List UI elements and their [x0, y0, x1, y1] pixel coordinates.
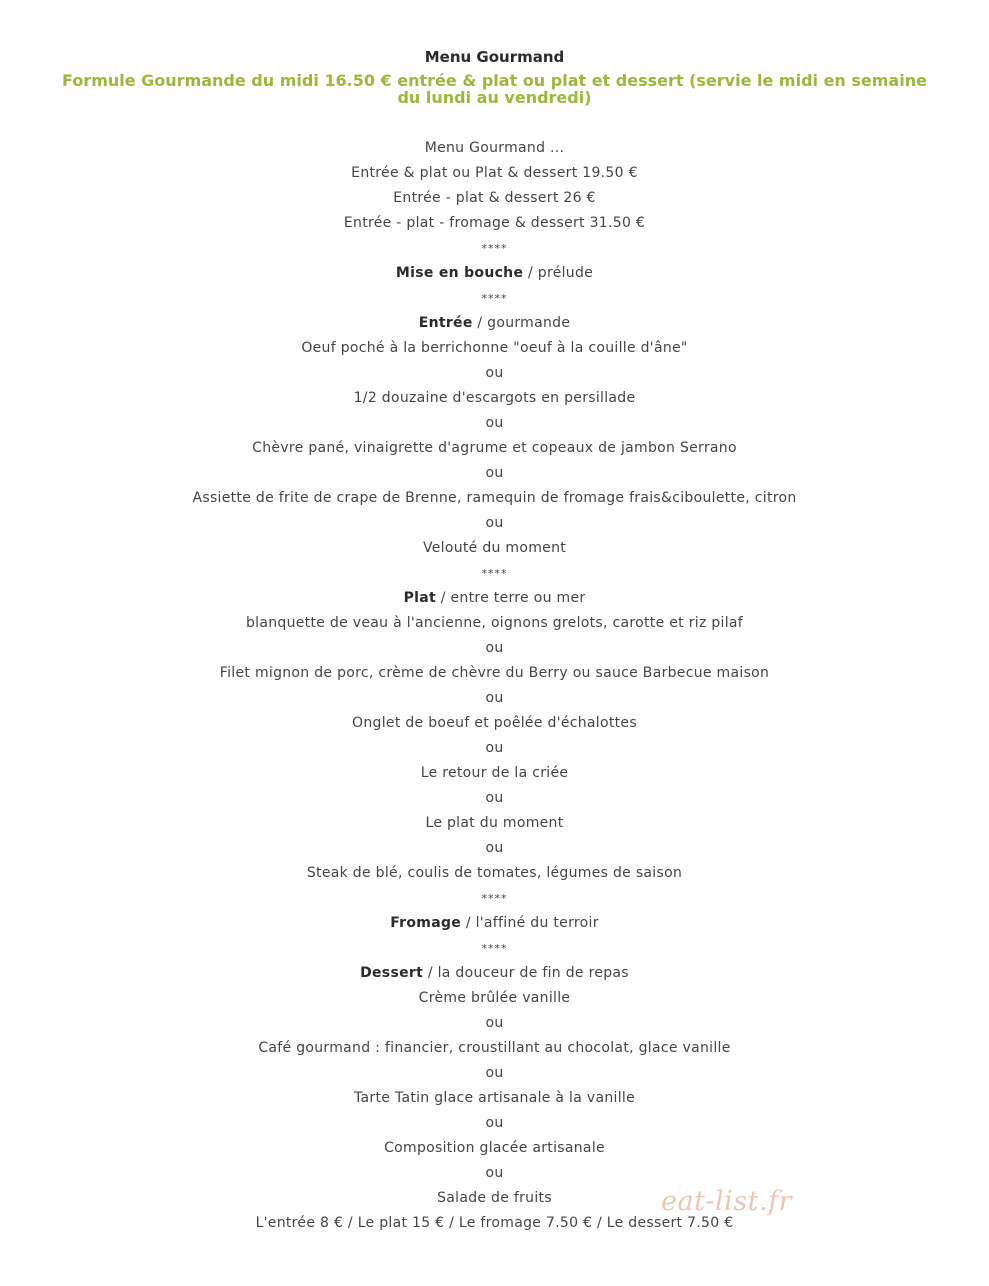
menu-line: [0, 186, 989, 211]
line-text: ****: [481, 942, 508, 955]
choice-separator: [0, 1111, 989, 1136]
line-text: ou: [485, 465, 504, 481]
line-text: ou: [485, 740, 504, 756]
menu-line: [0, 1211, 989, 1236]
line-text: ou: [485, 1015, 504, 1031]
choice-separator: [0, 1161, 989, 1186]
menu-line: [0, 486, 989, 511]
line-text: Le retour de la criée: [420, 765, 569, 781]
choice-separator: [0, 411, 989, 436]
line-text: ****: [481, 292, 508, 305]
line-text: Entrée - plat & dessert 26 €: [393, 190, 596, 206]
watermark-logo: eat-list.fr: [661, 1186, 793, 1217]
line-text: Filet mignon de porc, crème de chèvre du Berry ou sauce Barbecue maison: [219, 665, 770, 681]
menu-line: [0, 1086, 989, 1111]
menu-line: [0, 536, 989, 561]
choice-separator: [0, 786, 989, 811]
line-text: ****: [481, 567, 508, 580]
section-heading: [0, 586, 989, 611]
menu-line: [0, 811, 989, 836]
line-text: Entrée - plat - fromage & dessert 31.50 €: [343, 215, 646, 231]
section-heading: [0, 311, 989, 336]
line-text: ou: [485, 1065, 504, 1081]
line-text: Tarte Tatin glace artisanale à la vanille: [353, 1090, 635, 1106]
menu-line: [0, 986, 989, 1011]
menu-line: [0, 436, 989, 461]
line-text: L'entrée 8 € / Le plat 15 € / Le fromage 7.50 € / Le dessert 7.50 €: [255, 1215, 734, 1231]
menu-line: [0, 1186, 989, 1211]
section-heading: [0, 261, 989, 286]
line-text: Café gourmand : financier, croustillant au chocolat, glace vanille: [258, 1040, 731, 1056]
menu-line: [0, 386, 989, 411]
menu-body: [0, 136, 989, 1236]
line-text: Menu Gourmand ...: [424, 140, 565, 156]
choice-separator: [0, 361, 989, 386]
line-text: Oeuf poché à la berrichonne "oeuf à la couille d'âne": [301, 340, 688, 356]
line-text: Chèvre pané, vinaigrette d'agrume et copeaux de jambon Serrano: [252, 440, 737, 456]
formule-subtitle: Formule Gourmande du midi 16.50 € entrée & plat ou plat et dessert (servie le midi en semaine du lundi au vendredi): [62, 71, 927, 107]
menu-line: [0, 336, 989, 361]
section-separator: [0, 561, 989, 586]
line-text: ou: [485, 365, 504, 381]
line-text: / entre terre ou mer: [435, 590, 586, 606]
choice-separator: [0, 736, 989, 761]
section-separator: [0, 236, 989, 261]
section-heading: [0, 961, 989, 986]
choice-separator: [0, 836, 989, 861]
line-text: ou: [485, 840, 504, 856]
line-text: ou: [485, 1115, 504, 1131]
line-text: Steak de blé, coulis de tomates, légumes de saison: [306, 865, 683, 881]
line-text: Entrée & plat ou Plat & dessert 19.50 €: [351, 165, 638, 181]
line-text: ou: [485, 515, 504, 531]
choice-separator: [0, 1011, 989, 1036]
line-text: / prélude: [523, 265, 594, 281]
section-separator: [0, 286, 989, 311]
line-text: Salade de fruits: [437, 1190, 552, 1206]
choice-separator: [0, 636, 989, 661]
line-text: Crème brûlée vanille: [418, 990, 571, 1006]
line-text: ****: [481, 242, 508, 255]
line-text: Le plat du moment: [425, 815, 564, 831]
line-text: Assiette de frite de crape de Brenne, ramequin de fromage frais&ciboulette, citron: [192, 490, 797, 506]
section-name: Plat: [403, 590, 436, 606]
section-name: Fromage: [390, 915, 462, 931]
line-text: Velouté du moment: [422, 540, 567, 556]
menu-line: [0, 611, 989, 636]
line-text: ou: [485, 690, 504, 706]
section-heading: [0, 911, 989, 936]
menu-line: [0, 1136, 989, 1161]
line-text: ou: [485, 640, 504, 656]
line-text: ****: [481, 892, 508, 905]
line-text: 1/2 douzaine d'escargots en persillade: [353, 390, 636, 406]
menu-line: [0, 711, 989, 736]
choice-separator: [0, 686, 989, 711]
section-name: Mise en bouche: [395, 265, 524, 281]
section-separator: [0, 886, 989, 911]
line-text: ou: [485, 415, 504, 431]
menu-line: [0, 1036, 989, 1061]
menu-line: [0, 761, 989, 786]
menu-line: [0, 161, 989, 186]
line-text: / gourmande: [472, 315, 571, 331]
line-text: ou: [485, 790, 504, 806]
section-name: Dessert: [360, 965, 424, 981]
menu-title: Menu Gourmand: [424, 48, 565, 66]
choice-separator: [0, 511, 989, 536]
choice-separator: [0, 1061, 989, 1086]
section-separator: [0, 936, 989, 961]
menu-line: [0, 661, 989, 686]
menu-line: [0, 211, 989, 236]
choice-separator: [0, 461, 989, 486]
line-text: blanquette de veau à l'ancienne, oignons grelots, carotte et riz pilaf: [245, 615, 744, 631]
line-text: ou: [485, 1165, 504, 1181]
line-text: Composition glacée artisanale: [384, 1140, 605, 1156]
menu-line: [0, 136, 989, 161]
menu-line: [0, 861, 989, 886]
line-text: / la douceur de fin de repas: [423, 965, 629, 981]
line-text: / l'affiné du terroir: [461, 915, 599, 931]
line-text: Onglet de boeuf et poêlée d'échalottes: [352, 715, 637, 731]
section-name: Entrée: [418, 315, 473, 331]
